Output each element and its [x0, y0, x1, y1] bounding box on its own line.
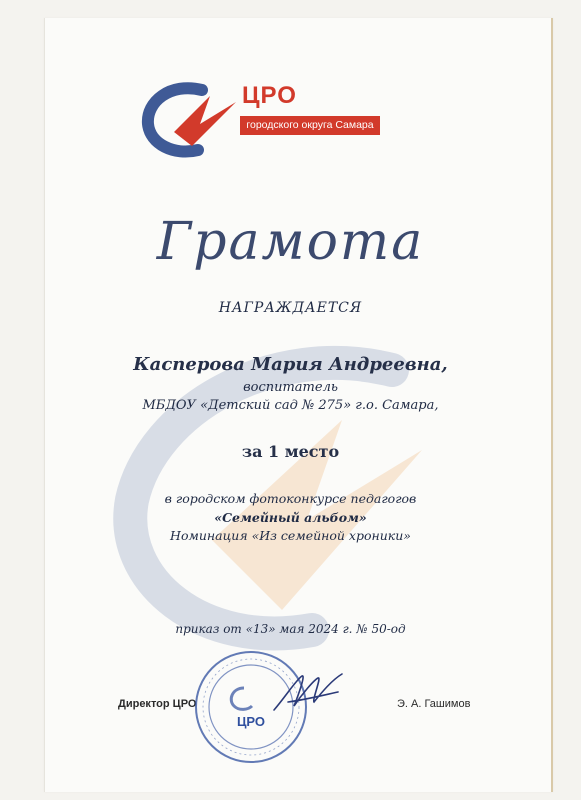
recipient-position: воспитатель: [243, 380, 338, 395]
signer-name: Э. А. Гашимов: [397, 698, 471, 710]
contest-description: в городском фотоконкурсе педагогов: [164, 491, 417, 506]
certificate-title: Грамота: [156, 212, 425, 272]
recipient-organization: МБДОУ «Детский сад № 275» г.о. Самара,: [142, 398, 439, 413]
nomination: Номинация «Из семейной хроники»: [170, 528, 411, 543]
order-reference: приказ от «13» мая 2024 г. № 50-од: [175, 622, 406, 636]
logo-subtitle: городского округа Самара: [240, 116, 380, 135]
awarded-label: НАГРАЖДАЕТСЯ: [218, 300, 363, 316]
logo-title: ЦРО: [242, 82, 297, 109]
stamp-text: ЦРО: [236, 714, 266, 729]
handwritten-signature: [268, 666, 348, 722]
cro-logo-mark-icon: [140, 78, 250, 158]
cro-logo: [140, 78, 390, 158]
recipient-name: Касперова Мария Андреевна,: [133, 354, 448, 375]
contest-name: «Семейный альбом»: [214, 510, 367, 525]
award-place: за 1 место: [241, 442, 340, 461]
director-label: Директор ЦРО: [118, 698, 197, 710]
